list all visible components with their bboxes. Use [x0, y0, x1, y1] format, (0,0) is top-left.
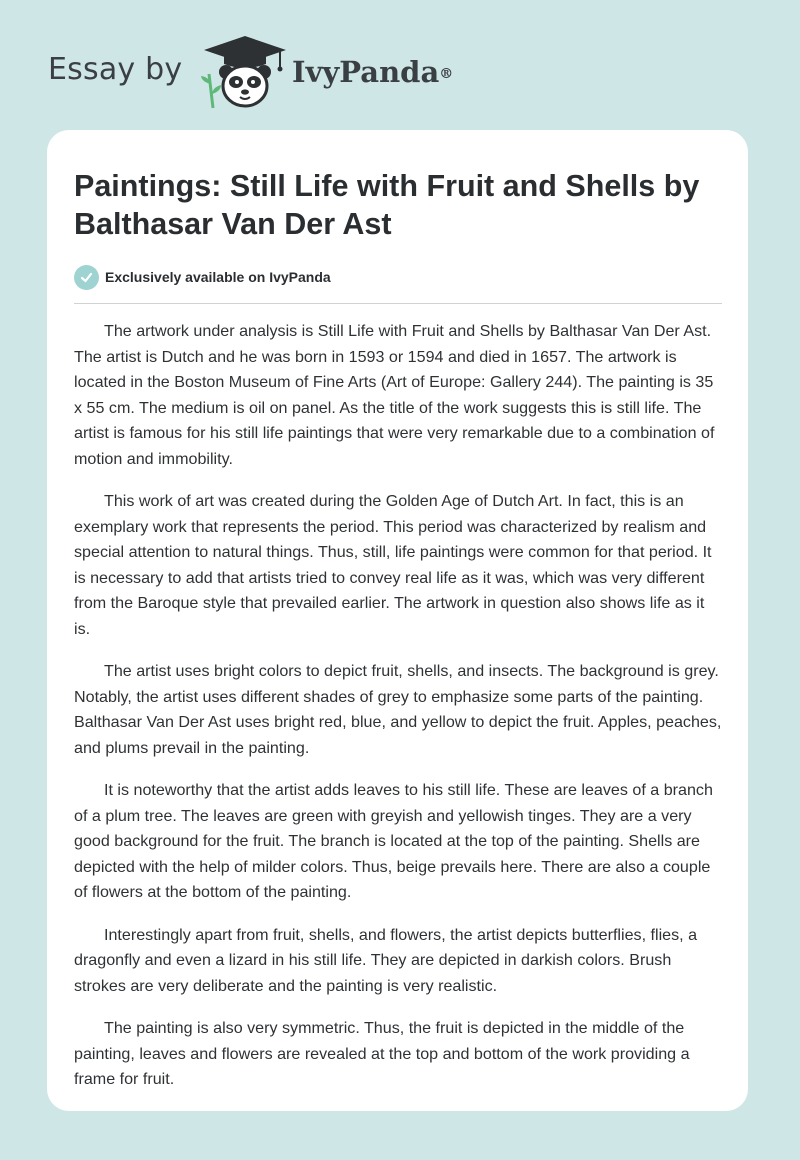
panda-graduate-icon[interactable]: [200, 34, 290, 110]
site-header: [0, 0, 800, 120]
paragraph: Interestingly apart from fruit, shells, and flowers, the artist depicts butterflies, flies, a dragonfly and even a lizard in his still life. They are depicted in darkish colors. Brush strokes are very deliberate and the painting is very realistic.: [74, 925, 698, 995]
paragraph: This work of art was created during the Golden Age of Dutch Art. In fact, this is an exemplary work that represents the period. This period was characterized by realism and special attention to natural things. Thus, still, life paintings were common for that period. It is necessary to add that artists tried to convey real life as it was, which was very different from the Baroque style that prevailed earlier. The artwork in question also shows life as it is.: [74, 492, 712, 638]
registered-mark: ®: [439, 66, 454, 82]
brand-name-text: IvyPanda: [292, 55, 440, 89]
paragraph: It is noteworthy that the artist adds leaves to his still life. These are leaves of a branch of a plum tree. The leaves are green with greyish and yellowish tinges. They are a very good background for the fruit. The branch is located at the top of the painting. Shells are depicted with the help of milder colors. Thus, beige prevails here. There are also a couple of flowers at the bottom of the painting.: [74, 781, 713, 901]
divider: [74, 303, 722, 304]
paragraph: The artwork under analysis is Still Life with Fruit and Shells by Balthasar Van Der Ast. The artist is Dutch and he was born in 1593 or 1594 and died in 1657. The artwork is located in the Boston Museum of Fine Arts (Art of Europe: Gallery 244). The painting is 35 x 55 cm. The medium is oil on panel. As the title of the work suggests this is still life. The artist is famous for his still life paintings that were very remarkable due to a combination of motion and immobility.: [74, 322, 715, 468]
brand-prefix: Essay by: [48, 52, 183, 87]
exclusive-badge-text: Exclusively available on IvyPanda: [105, 269, 331, 285]
paragraph: The artist uses bright colors to depict fruit, shells, and insects. The background is grey. Notably, the artist uses different shades of grey to emphasize some parts of the painting. Balthasar Van Der Ast uses bright red, blue, and yellow to depict the fruit. Apples, peaches, and plums prevail in the painting.: [74, 662, 722, 757]
exclusive-badge: [74, 264, 331, 290]
article-title: Paintings: Still Life with Fruit and Shells by Balthasar Van Der Ast: [74, 169, 700, 241]
paragraph: The painting is also very symmetric. Thus, the fruit is depicted in the middle of the painting, leaves and flowers are revealed at the top and bottom of the work providing a frame for fruit.: [74, 1019, 690, 1088]
brand-name[interactable]: [292, 52, 453, 92]
article-card: [47, 130, 748, 1111]
check-icon: [74, 265, 99, 290]
article-body: [74, 319, 724, 1110]
